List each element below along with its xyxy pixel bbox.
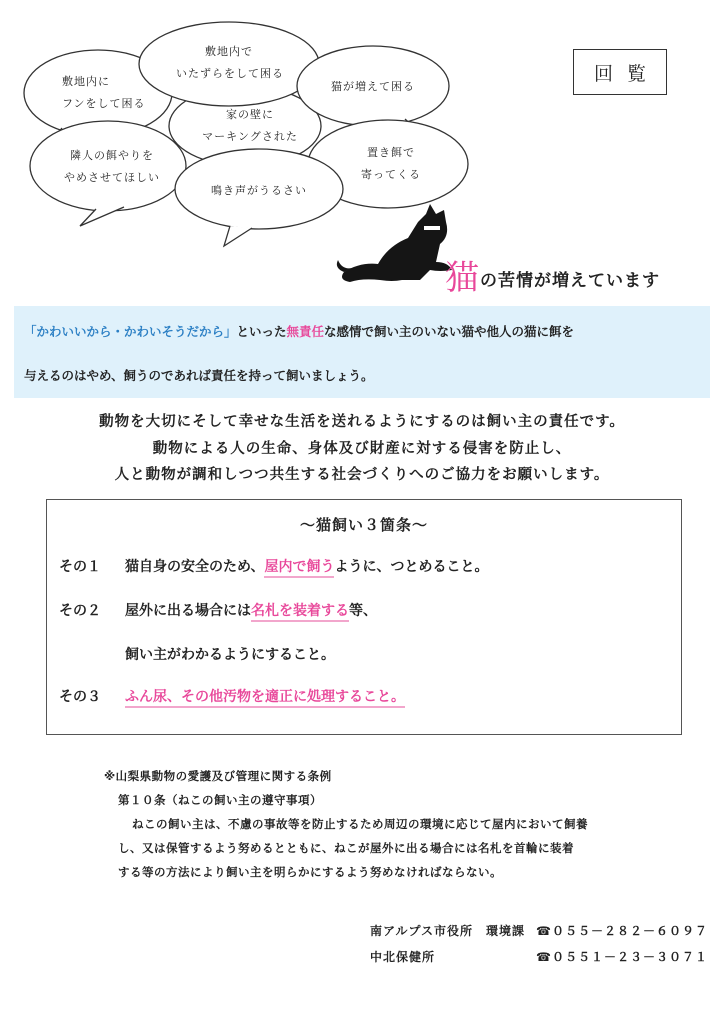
bubble-line: いたずらをして困る: [176, 67, 284, 80]
cat-rules-box: [46, 499, 682, 735]
rule-highlight-indoor: 屋内で飼う: [264, 559, 334, 578]
rule-label-1: その１: [59, 559, 101, 575]
black-cat-icon: [337, 204, 452, 282]
contact-phone: ☎０５５－２８２－６０９７: [536, 924, 708, 938]
ordinance-line: ねこの飼い主は、不慮の事故等を防止するため周辺の環境に応じて屋内において飼養: [132, 817, 588, 831]
rule-text-3: [125, 686, 405, 706]
bubble-line: フンをして困る: [62, 97, 146, 110]
bubble-line: 寄ってくる: [361, 168, 421, 181]
ordinance-article: 第１０条（ねこの飼い主の遵守事項）: [118, 793, 322, 807]
rule-text: 等、: [349, 603, 377, 619]
banner-quote: 「かわいいから・かわいそうだから」: [24, 324, 237, 339]
contact-org: 中北保健所: [370, 950, 436, 964]
headline-cat-char: 猫: [445, 258, 480, 298]
circulation-stamp: 回覧: [573, 49, 667, 95]
rule-text: ように、つとめること。: [334, 559, 489, 575]
ordinance-title: ※山梨県動物の愛護及び管理に関する条例: [104, 769, 332, 783]
intro-line: 動物を大切にそして幸せな生活を送れるようにするのは飼い主の責任です。: [99, 414, 625, 430]
rule-label-3: その３: [59, 689, 101, 705]
bubble-line: 猫が増えて困る: [331, 80, 415, 93]
banner-irresponsible: 無責任: [286, 324, 325, 339]
rule-text-2-line2: 飼い主がわかるようにすること。: [125, 647, 335, 663]
bubble-text-cats-increase: [320, 76, 426, 98]
rules-title: ～猫飼い３箇条～: [299, 516, 428, 534]
bubble-line: 家の壁に: [226, 108, 274, 121]
bubble-line: マーキングされた: [202, 130, 298, 143]
warning-banner: [14, 306, 710, 398]
contact-org: 南アルプス市役所 環境課: [370, 924, 526, 938]
bubble-line: 敷地内に: [62, 75, 110, 88]
rule-highlight-waste: ふん尿、その他汚物を適正に処理すること。: [125, 689, 405, 708]
headline: [445, 250, 660, 299]
banner-text: な感情で飼い主のいない猫や他人の猫に餌を: [324, 324, 575, 339]
rule-text-1: [125, 556, 488, 576]
rule-text: 屋外に出る場合には: [125, 603, 251, 619]
banner-line-2: 与えるのはやめ、飼うのであれば責任を持って飼いましょう。: [24, 368, 374, 383]
headline-rest: の苦情が増えています: [480, 271, 660, 291]
bubble-line: やめさせてほしい: [64, 171, 160, 184]
bubble-text-yard-mischief: [176, 41, 282, 85]
banner-line-1: [24, 322, 574, 340]
rule-highlight-nametag: 名札を装着する: [251, 603, 349, 622]
intro-line: 人と動物が調和しつつ共生する社会づくりへのご協力をお願いします。: [114, 467, 610, 483]
rule-text: 猫自身の安全のため、: [125, 559, 265, 575]
banner-text: といった: [236, 324, 287, 339]
intro-line: 動物による人の生命、身体及び財産に対する侵害を防止し、: [152, 441, 572, 457]
rule-text-2: [125, 600, 377, 620]
bubble-line: 隣人の餌やりを: [70, 149, 154, 162]
contact-phone: ☎０５５１－２３－３０７１: [536, 950, 708, 964]
bubble-text-wall-marking: [198, 104, 302, 148]
bubble-text-neighbor-feeding: [60, 145, 164, 189]
bubble-line: 置き餌で: [367, 146, 415, 159]
bubble-text-leftover-food: [346, 142, 436, 186]
rule-label-2: その２: [59, 603, 101, 619]
bubble-line: 鳴き声がうるさい: [211, 184, 307, 197]
bubble-line: 敷地内で: [205, 45, 253, 58]
bubble-text-yard-poop: [62, 71, 162, 115]
ordinance-line: し、又は保管するよう努めるとともに、ねこが屋外に出る場合には名札を首輪に装着: [118, 841, 574, 855]
ordinance-line: する等の方法により飼い主を明らかにするよう努めなければならない。: [118, 865, 502, 879]
bubble-text-noisy: [204, 180, 314, 202]
